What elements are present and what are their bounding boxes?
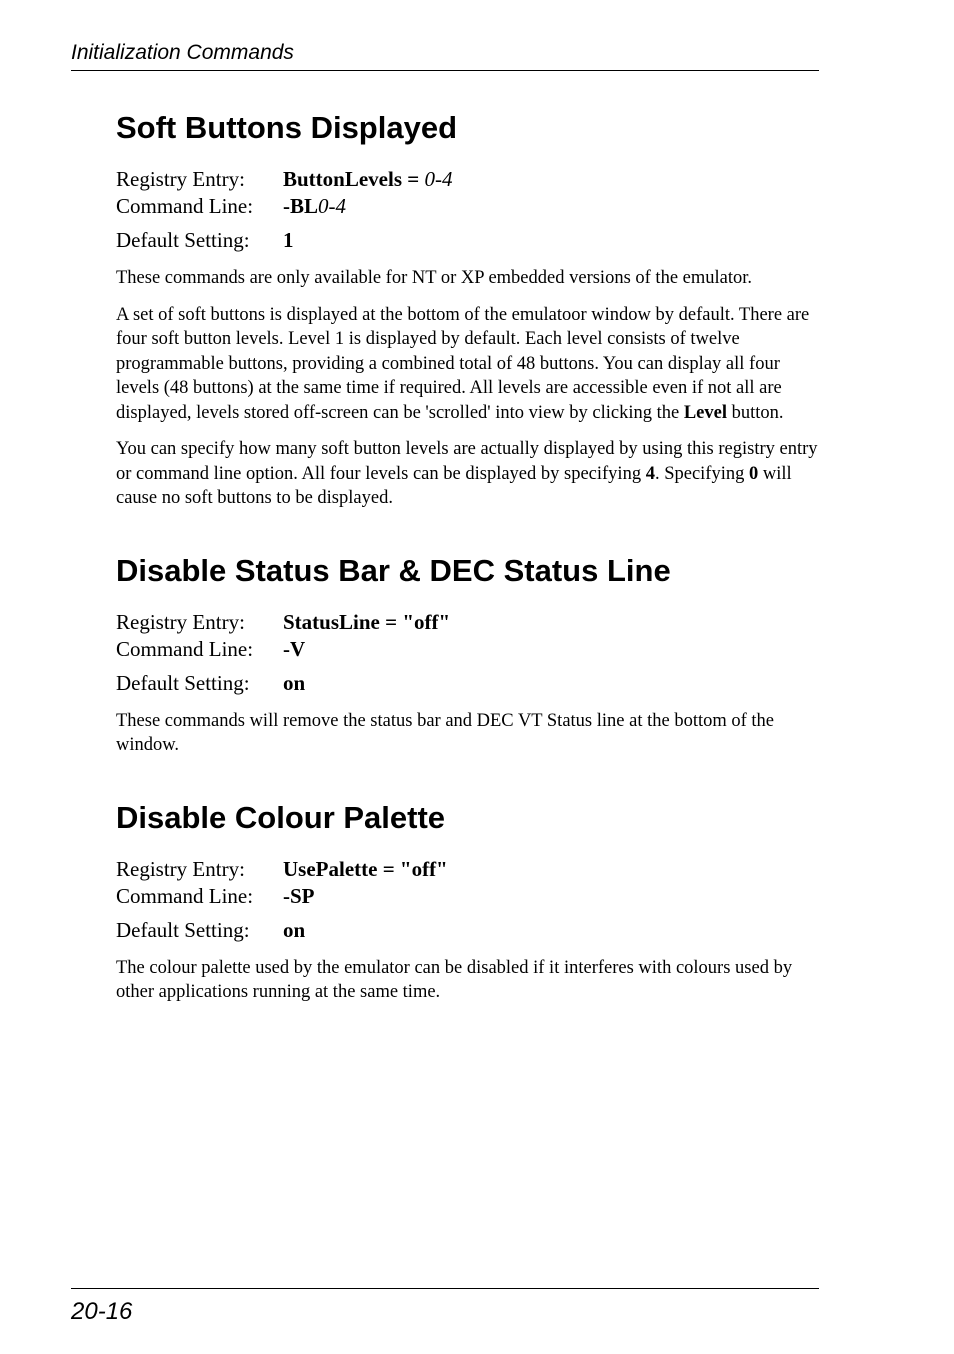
default-setting-value: on	[283, 917, 306, 942]
registry-entry-row	[116, 856, 820, 883]
registry-entry-row	[116, 609, 820, 636]
settings-block	[116, 856, 820, 944]
section-title: Disable Colour Palette	[116, 799, 446, 835]
footer-rule	[71, 1288, 819, 1289]
registry-entry-value: StatusLine = "off"	[283, 609, 451, 634]
default-setting-label: Default Setting:	[116, 228, 250, 252]
page-number: 20-16	[71, 1298, 133, 1325]
default-setting-label: Default Setting:	[116, 670, 250, 695]
header-title: Initialization Commands	[71, 41, 294, 64]
command-line-row	[116, 193, 820, 220]
default-setting-value: on	[283, 670, 306, 695]
command-line-value: -BL0-4	[283, 194, 347, 218]
default-setting-value: 1	[283, 228, 294, 252]
paragraph: These commands are only available for NT or XP embedded versions of the emulator.	[116, 268, 753, 288]
settings-block	[116, 166, 820, 254]
paragraph: A set of soft buttons is displayed at the bottom of the emulatoor window by default. There are four soft button levels. Level 1 is displayed by default. Each level consists of twelve programmable buttons, providing a combined total of 48 buttons. You can display all four levels (48 buttons) at the same time if required. All levels are accessible even if not all are displayed, levels stored off-screen can be 'scrolled' into view by clicking the Level button.	[116, 304, 810, 423]
default-setting-row	[116, 670, 820, 697]
registry-entry-row	[116, 166, 820, 193]
section-title: Soft Buttons Displayed	[116, 110, 458, 145]
command-line-label: Command Line:	[116, 883, 254, 908]
document-body	[116, 108, 820, 1045]
command-line-row	[116, 636, 820, 663]
command-line-label: Command Line:	[116, 194, 254, 218]
registry-entry-label: Registry Entry:	[116, 609, 245, 634]
default-setting-label: Default Setting:	[116, 917, 250, 942]
paragraph: You can specify how many soft button levels are actually displayed by using this registry entry or command line option. All four levels can be displayed by specifying 4. Specifying 0 will cause no soft buttons to be displayed.	[116, 439, 818, 508]
command-line-label: Command Line:	[116, 636, 254, 661]
settings-block	[116, 609, 820, 697]
registry-entry-label: Registry Entry:	[116, 167, 245, 191]
command-line-row	[116, 883, 820, 910]
command-line-value: -V	[283, 636, 306, 661]
section-title: Disable Status Bar & DEC Status Line	[116, 552, 671, 588]
default-setting-row	[116, 917, 820, 944]
page-header	[71, 40, 819, 71]
section-status-bar	[116, 551, 820, 758]
registry-entry-label: Registry Entry:	[116, 856, 245, 881]
section-colour-palette	[116, 798, 820, 1005]
section-soft-buttons	[116, 108, 820, 511]
paragraph: The colour palette used by the emulator can be disabled if it interferes with colours used by other applications running at the same time.	[116, 957, 793, 1002]
default-setting-row	[116, 227, 820, 254]
paragraph: These commands will remove the status bar and DEC VT Status line at the bottom of the window.	[116, 710, 774, 755]
command-line-value: -SP	[283, 883, 315, 908]
registry-entry-value: ButtonLevels = 0-4	[283, 167, 453, 191]
registry-entry-value: UsePalette = "off"	[283, 856, 448, 881]
